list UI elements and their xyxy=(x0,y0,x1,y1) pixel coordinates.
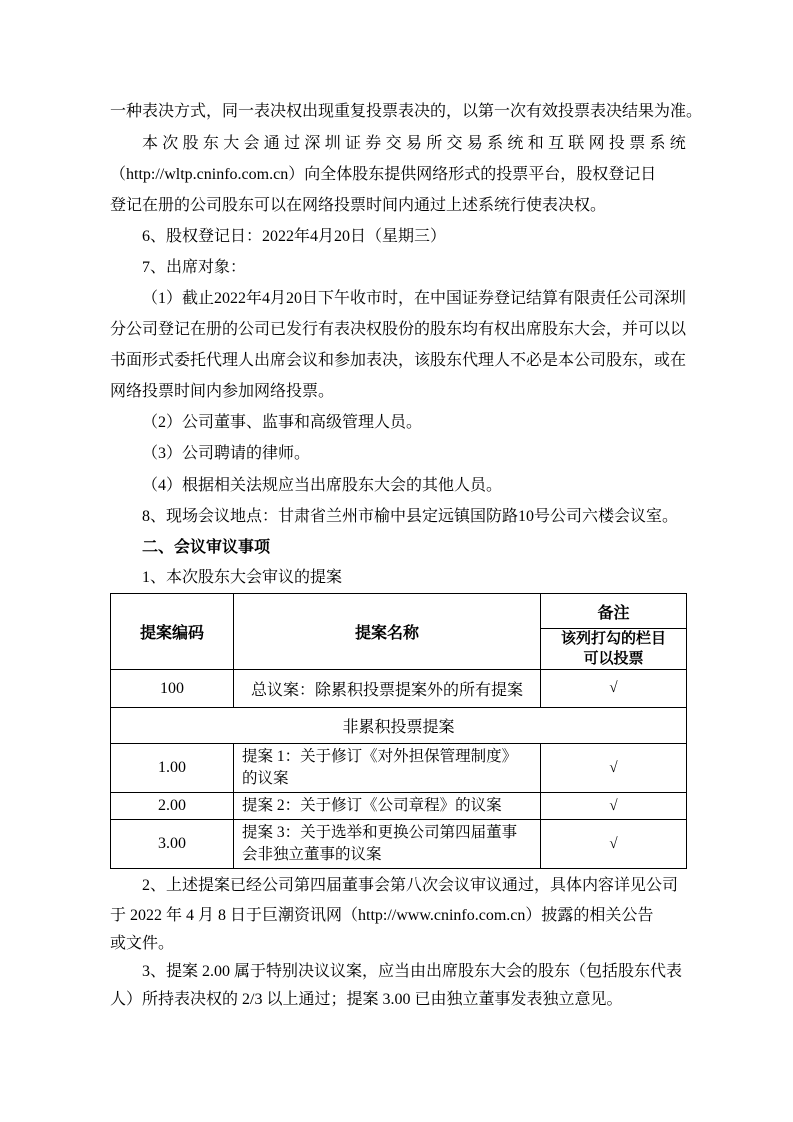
column-header-remark: 备注 xyxy=(541,594,687,629)
column-header-name: 提案名称 xyxy=(234,594,541,670)
proposal-name: 总议案：除累积投票提案外的所有提案 xyxy=(234,670,541,708)
group-row-label: 非累积投票提案 xyxy=(111,708,687,744)
checkmark-icon: √ xyxy=(541,670,687,708)
table-group-row xyxy=(111,708,687,744)
proposal-code: 1.00 xyxy=(111,744,234,793)
body-line: （2）公司董事、监事和高级管理人员。 xyxy=(142,414,423,431)
proposal-name: 提案 3：关于选举和更换公司第四届董事会非独立董事的议案 xyxy=(234,820,541,869)
checkmark-icon: √ xyxy=(541,820,687,869)
body-line: 人）所持表决权的 2/3 以上通过；提案 3.00 已由独立董事发表独立意见。 xyxy=(110,991,623,1008)
column-header-remark-sub xyxy=(541,629,687,670)
remark-sub-line: 该列打勾的栏目 xyxy=(560,631,666,647)
body-line: 网络投票时间内参加网络投票。 xyxy=(110,383,335,400)
proposal-code: 3.00 xyxy=(111,820,234,869)
body-line: （1）截止2022年4月20日下午收市时，在中国证券登记结算有限责任公司深圳 xyxy=(142,290,687,307)
body-line: 1、本次股东大会审议的提案 xyxy=(142,569,343,586)
body-line: 3、提案 2.00 属于特别决议议案，应当由出席股东大会的股东（包括股东代表 xyxy=(142,963,683,980)
body-line: 分公司登记在册的公司已发行有表决权股份的股东均有权出席股东大会，并可以以 xyxy=(110,321,687,338)
remark-sub-line: 可以投票 xyxy=(583,651,644,667)
proposal-code: 2.00 xyxy=(111,793,234,820)
proposal-name: 提案 1：关于修订《对外担保管理制度》的议案 xyxy=(234,744,541,793)
body-line: （3）公司聘请的律师。 xyxy=(142,445,311,462)
body-line: 本次股东大会通过深圳证券交易所交易系统和互联网投票系统 xyxy=(142,135,691,152)
proposal-name: 提案 2：关于修订《公司章程》的议案 xyxy=(234,793,541,820)
body-line: 7、出席对象： xyxy=(142,259,247,276)
body-line: 于 2022 年 4 月 8 日于巨潮资讯网（http://www.cninfo.com.cn）披露的相关公告 xyxy=(110,907,654,924)
proposal-code: 100 xyxy=(111,670,234,708)
column-header-code: 提案编码 xyxy=(111,594,234,670)
section-heading: 二、会议审议事项 xyxy=(142,539,271,556)
table-row xyxy=(111,670,687,708)
body-line: （4）根据相关法规应当出席股东大会的其他人员。 xyxy=(142,477,503,494)
body-line: 书面形式委托代理人出席会议和参加表决，该股东代理人不必是本公司股东，或在 xyxy=(110,352,687,369)
body-line: 6、股权登记日：2022年4月20日（星期三） xyxy=(142,228,447,245)
body-line: 登记在册的公司股东可以在网络投票时间内通过上述系统行使表决权。 xyxy=(110,197,607,214)
body-line: 8、现场会议地点：甘肃省兰州市榆中县定远镇国防路10号公司六楼会议室。 xyxy=(142,508,679,525)
table-row xyxy=(111,820,687,869)
body-line: 或文件。 xyxy=(110,935,175,952)
body-line: 一种表决方式，同一表决权出现重复投票表决的，以第一次有效投票表决结果为准。 xyxy=(110,103,703,120)
table-row xyxy=(111,793,687,820)
checkmark-icon: √ xyxy=(541,793,687,820)
proposal-table xyxy=(110,593,687,869)
table-row xyxy=(111,744,687,793)
body-line: （http://wltp.cninfo.com.cn）向全体股东提供网络形式的投票平台，股权登记日 xyxy=(110,166,657,183)
checkmark-icon: √ xyxy=(541,744,687,793)
body-line: 2、上述提案已经公司第四届董事会第八次会议审议通过，具体内容详见公司 xyxy=(142,877,679,894)
